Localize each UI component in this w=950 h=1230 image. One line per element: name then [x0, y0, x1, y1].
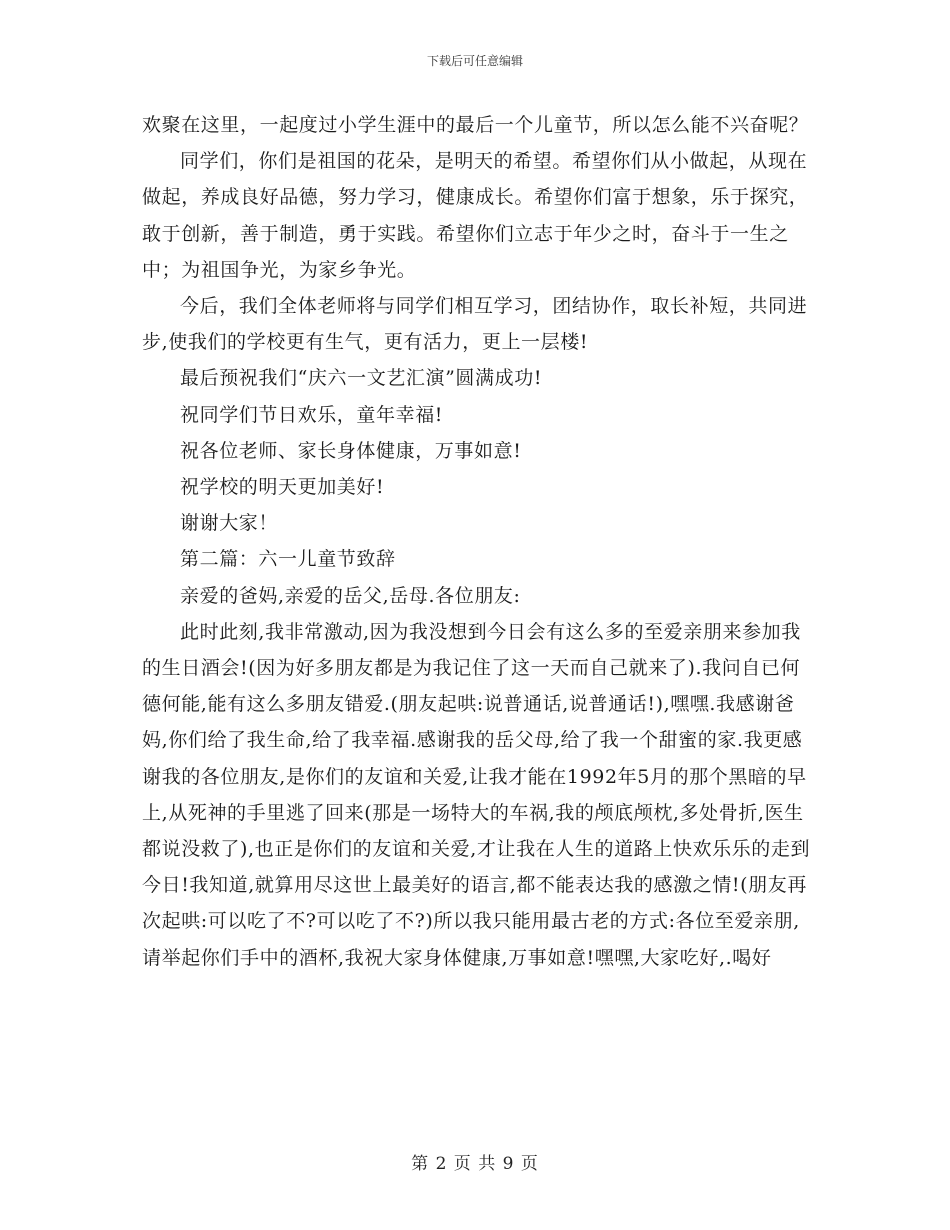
page-number-footer: 第 2 页 共 9 页: [411, 1154, 539, 1174]
paragraph-8: 谢谢大家！: [180, 512, 279, 535]
paragraph-4: 最后预祝我们“庆六一文艺汇演”圆满成功!: [180, 367, 543, 390]
paragraph-speech: 此时此刻,我非常激动,因为我没想到今日会有这么多的至爱亲朋来参加我的生日酒会!(因为好多朋友都是为我记住了这一天而自己就来了).我问自已何德何能,能有这么多朋友错爱.(朋友起哄:说普通话,说普通话!),嘿嘿.我感谢爸妈,你们给了我生命,给了我幸福.感谢我的岳父母,给了我一个甜蜜的家.我更感谢我的各位朋友,是你们的友谊和关爱,让我才能在1992年5月的那个黑暗的早上,从死神的手里逃了回来(那是一场特大的车祸,我的颅底颅枕,多处骨折,医生都说没救了),也正是你们的友谊和关爱,才让我在人生的道路上快欢乐乐的走到今日!我知道,就算用尽这世上最美好的语言,都不能表达我的感激之情!(朋友再次起哄:可以吃了不?可以吃了不?)所以我只能用最古老的方式:各位至爱亲朋,请举起你们手中的酒杯,我祝大家身体健康,万事如意!嘿嘿,大家吃好,.喝好: [142, 620, 811, 969]
paragraph-2: 同学们，你们是祖国的花朵，是明天的希望。希望你们从小做起，从现在做起，养成良好品德，努力学习，健康成长。希望你们富于想象，乐于探究，敢于创新，善于制造，勇于实践。希望你们立志于年少之时，奋斗于一生之中；为祖国争光，为家乡争光。: [142, 150, 809, 281]
paragraph-5: 祝同学们节日欢乐，童年幸福!: [180, 403, 444, 426]
paragraph-3: 今后，我们全体老师将与同学们相互学习，团结协作，取长补短，共同进步,使我们的学校更有生气，更有活力，更上一层楼!: [142, 295, 808, 354]
paragraph-1: 欢聚在这里，一起度过小学生涯中的最后一个儿童节，所以怎么能不兴奋呢？: [142, 114, 809, 136]
document-body: [142, 107, 812, 976]
salutation: 亲爱的爸妈,亲爱的岳父,岳母.各位朋友:: [180, 584, 521, 607]
paragraph-7: 祝学校的明天更加美好!: [180, 476, 385, 499]
paragraph-6: 祝各位老师、家长身体健康，万事如意!: [180, 439, 522, 462]
section-heading: 第二篇：六一儿童节致辞: [180, 548, 396, 571]
page-header: 下载后可任意编辑: [426, 54, 523, 68]
